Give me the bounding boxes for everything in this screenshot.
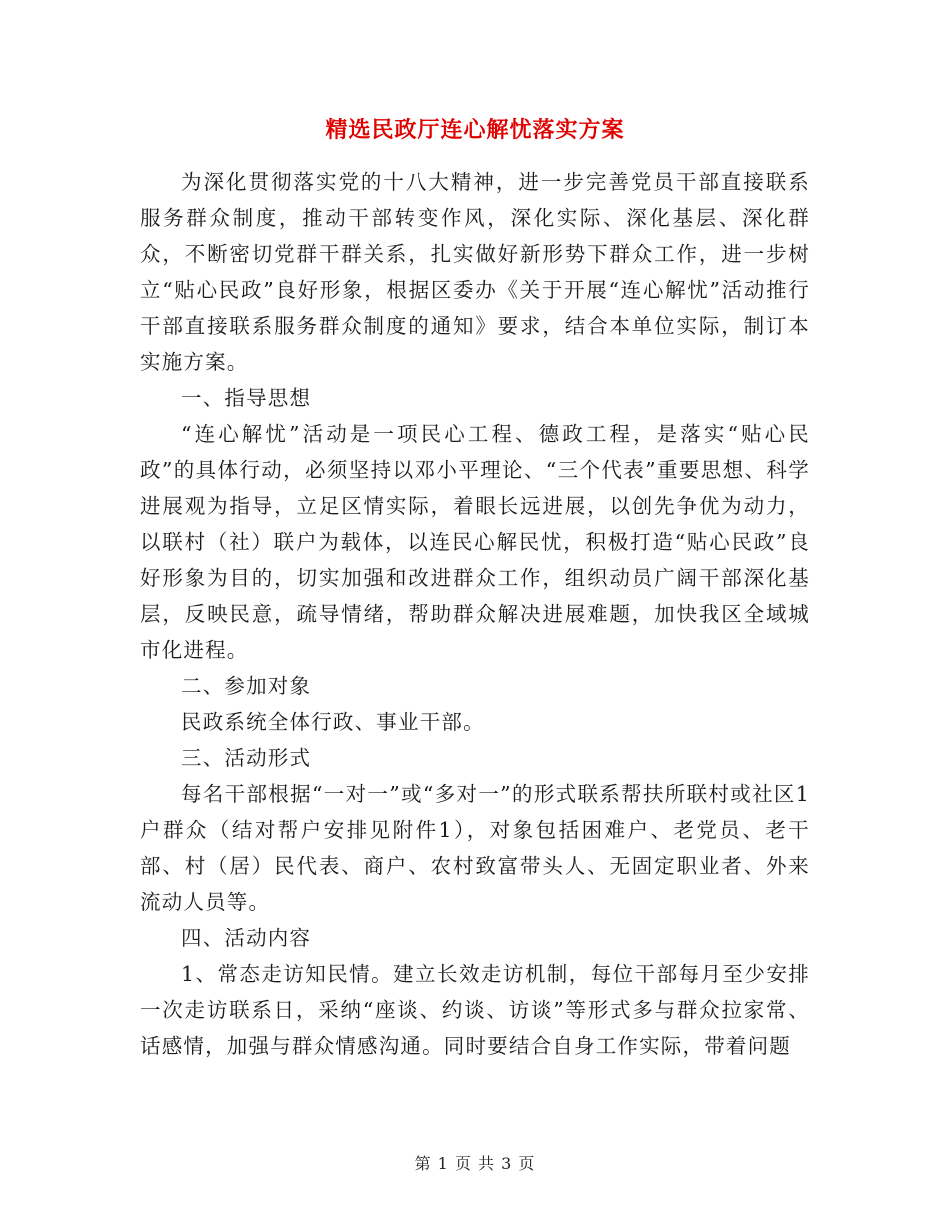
section-heading-activity-content: 四、活动内容	[181, 926, 312, 950]
document-body	[140, 164, 810, 1064]
activity-form-paragraph: 每名干部根据“一对一”或“多对一”的形式联系帮扶所联村或社区1户群众（结对帮户安排见附件1），对象包括困难户、老党员、老干部、村（居）民代表、商户、农村致富带头人、无固定职业者、外来流动人员等。	[140, 782, 810, 914]
page-number-footer: 第 1 页 共 3 页	[414, 1154, 536, 1173]
section-heading-guiding-ideology: 一、指导思想	[181, 386, 312, 410]
participants-paragraph: 民政系统全体行政、事业干部。	[181, 710, 485, 734]
document-title: 精选民政厅连心解忧落实方案	[325, 117, 625, 143]
guiding-ideology-paragraph: “连心解忧”活动是一项民心工程、德政工程，是落实“贴心民政”的具体行动，必须坚持以邓小平理论、“三个代表”重要思想、科学进展观为指导，立足区情实际，着眼长远进展，以创先争优为动力，以联村（社）联户为载体，以连民心解民忧，积极打造“贴心民政”良好形象为目的，切实加强和改进群众工作，组织动员广阔干部深化基层，反映民意，疏导情绪，帮助群众解决进展难题，加快我区全域城市化进程。	[140, 422, 810, 662]
activity-content-paragraph: 1、常态走访知民情。建立长效走访机制，每位干部每月至少安排一次走访联系日，采纳“座谈、约谈、访谈”等形式多与群众拉家常、话感情，加强与群众情感沟通。同时要结合自身工作实际，带着问题	[140, 962, 810, 1058]
intro-paragraph: 为深化贯彻落实党的十八大精神，进一步完善党员干部直接联系服务群众制度，推动干部转变作风，深化实际、深化基层、深化群众，不断密切党群干群关系，扎实做好新形势下群众工作，进一步树立“贴心民政”良好形象，根据区委办《关于开展“连心解忧”活动推行干部直接联系服务群众制度的通知》要求，结合本单位实际，制订本实施方案。	[140, 170, 810, 374]
section-heading-activity-form: 三、活动形式	[181, 746, 312, 770]
section-heading-participants: 二、参加对象	[181, 674, 312, 698]
